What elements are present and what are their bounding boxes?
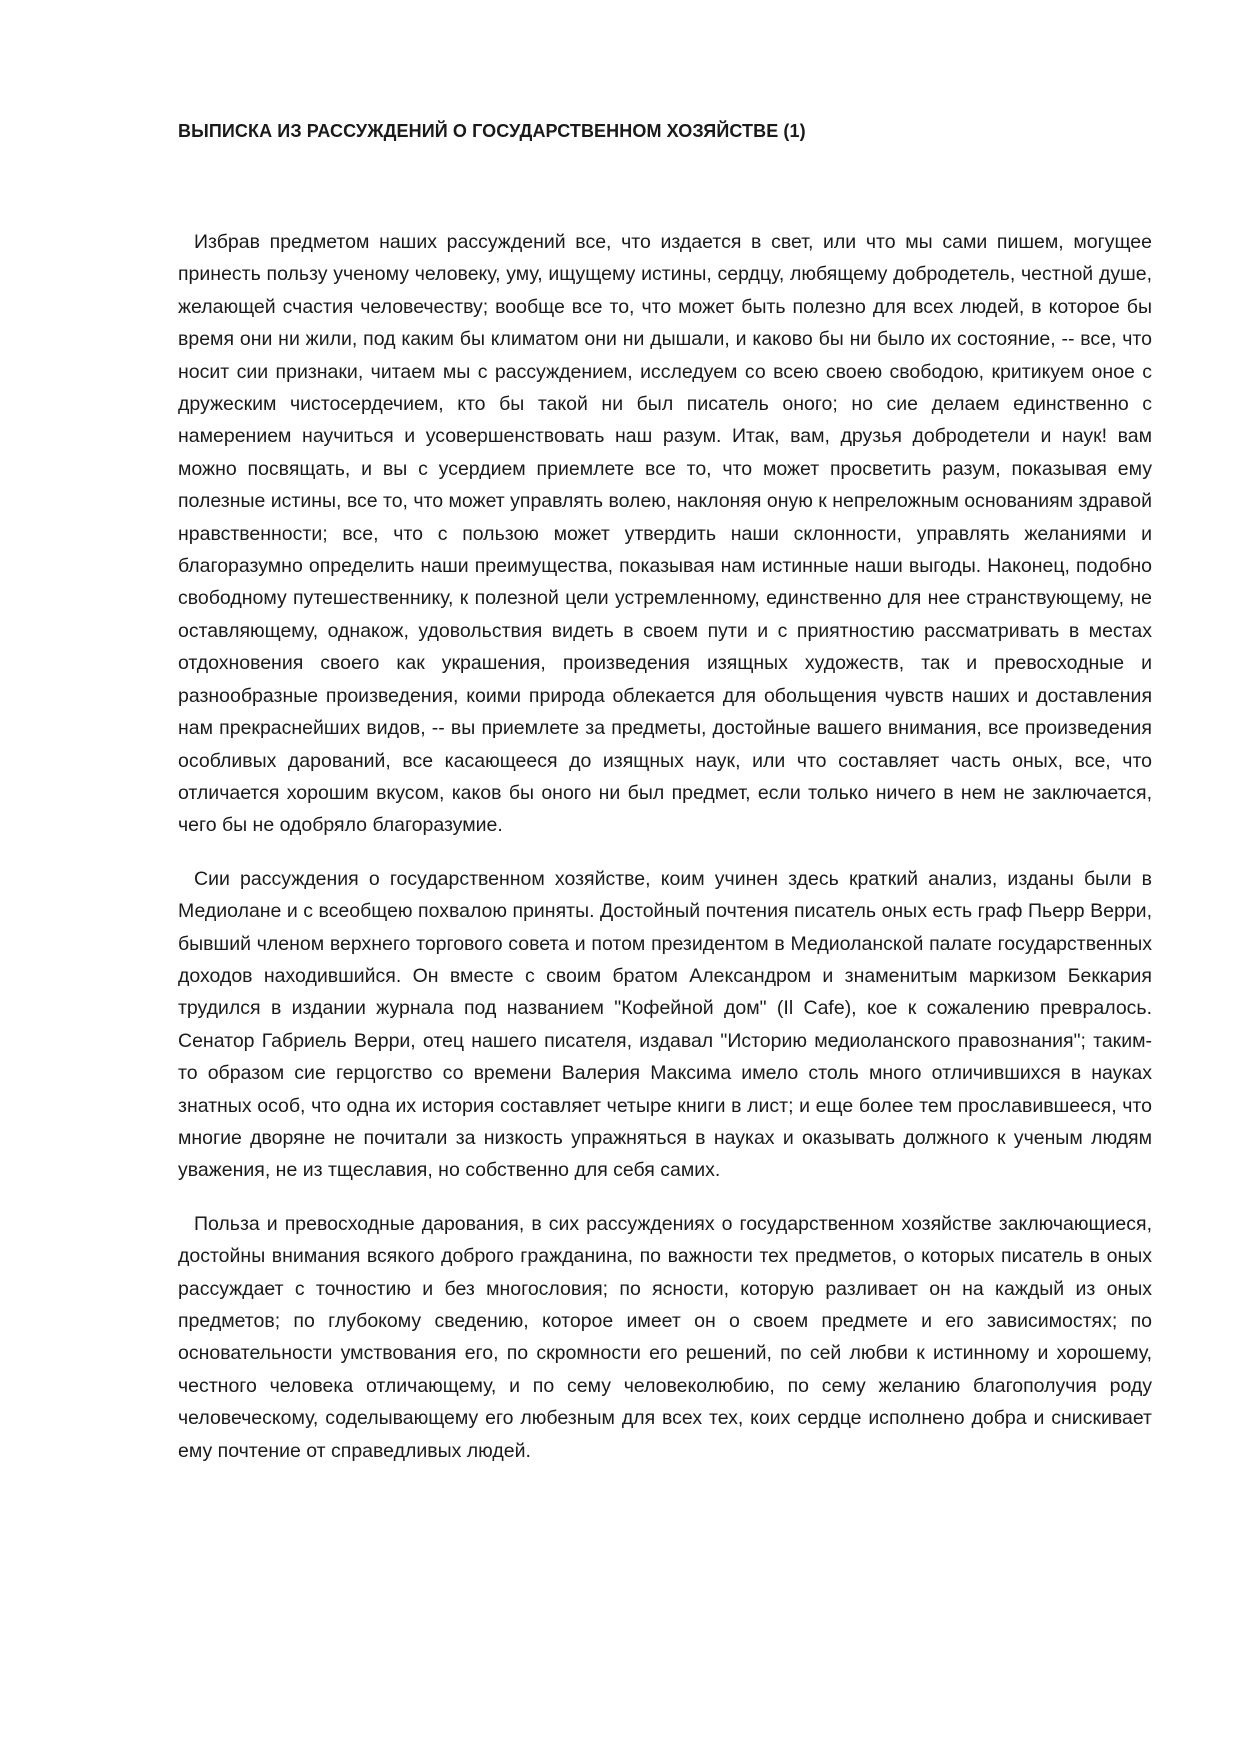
paragraph-3: Польза и превосходные дарования, в сих рассуждениях о государственном хозяйстве заключающиеся, достойны внимания всякого доброго гражданина, по важности тех предметов, о которых писатель в оных рассуждает с точностию и без многословия; по ясности, которую разливает он на каждый из оных предметов; по глубокому сведению, которое имеет он о своем предмете и его зависимостях; по основательности умствования его, по скромности его решений, по сей любви к истинному и хорошему, честного человека отличающему, и по сему человеколюбию, по сему желанию благополучия роду человеческому, соделывающему его любезным для всех тех, коих сердце исполнено добра и снискивает ему почтение от справедливых людей. xyxy=(178,1212,1152,1462)
document-body xyxy=(178,226,1152,1488)
paragraph-2: Сии рассуждения о государственном хозяйстве, коим учинен здесь краткий анализ, изданы были в Медиолане и с всеобщею похвалою приняты. Достойный почтения писатель оных есть граф Пьерр Верри, бывший членом верхнего торгового совета и потом президентом в Медиоланской палате государственных доходов находившийся. Он вместе с своим братом Александром и знаменитым маркизом Беккария трудился в издании журнала под названием "Кофейной дом" (Il Cafe), кое к сожалению превралось. Сенатор Габриель Верри, отец нашего писателя, издавал "Историю медиоланского правознания"; таким-то образом сие герцогство со времени Валерия Максима имело столь много отличившихся в науках знатных особ, что одна их история составляет четыре книги в лист; и еще более тем прославившееся, что многие дворяне не почитали за низкость упражняться в науках и оказывать должного к ученым людям уважения, не из тщеславия, но собственно для себя самих. xyxy=(178,867,1152,1182)
paragraph-1: Избрав предметом наших рассуждений все, что издается в свет, или что мы сами пишем, могущее принесть пользу ученому человеку, уму, ищущему истины, сердцу, любящему добродетель, честной душе, желающей счастия человечеству; вообще все то, что может быть полезно для всех людей, в которое бы время они ни жили, под каким бы климатом они ни дышали, и каково бы ни было их состояние, -- все, что носит сии признаки, читаем мы с рассуждением, исследуем со всею своею свободою, критикуем оное с дружеским чистосердечием, кто бы такой ни был писатель оного; но сие делаем единственно с намерением научиться и усовершенствовать наш разум. Итак, вам, друзья добродетели и наук! вам можно посвящать, и вы с усердием приемлете все то, что может просветить разум, показывая ему полезные истины, все то, что может управлять волею, наклоняя оную к непреложным основаниям здравой нравственности; все, что с пользою может утвердить наши склонности, управлять желаниями и благоразумно определить наши преимущества, показывая нам истинные наши выгоды. Наконец, подобно свободному путешественнику, к полезной цели устремленному, единственно для нее странствующему, не оставляющему, однакож, удовольствия видеть в своем пути и с приятностию рассматривать в местах отдохновения своего как украшения, произведения изящных художеств, так и превосходные и разнообразные произведения, коими природа облекается для обольщения чувств наших и доставления нам прекраснейших видов, -- вы приемлете за предметы, достойные вашего внимания, все произведения особливых дарований, все касающееся до изящных наук, или что составляет часть оных, все, что отличается хорошим вкусом, каков бы оного ни был предмет, если только ничего в нем не заключается, чего бы не одобряло благоразумие. xyxy=(178,231,1153,837)
document-title: ВЫПИСКА ИЗ РАССУЖДЕНИЙ О ГОСУДАРСТВЕННОМ ХОЗЯЙСТВЕ (1) xyxy=(178,121,806,141)
